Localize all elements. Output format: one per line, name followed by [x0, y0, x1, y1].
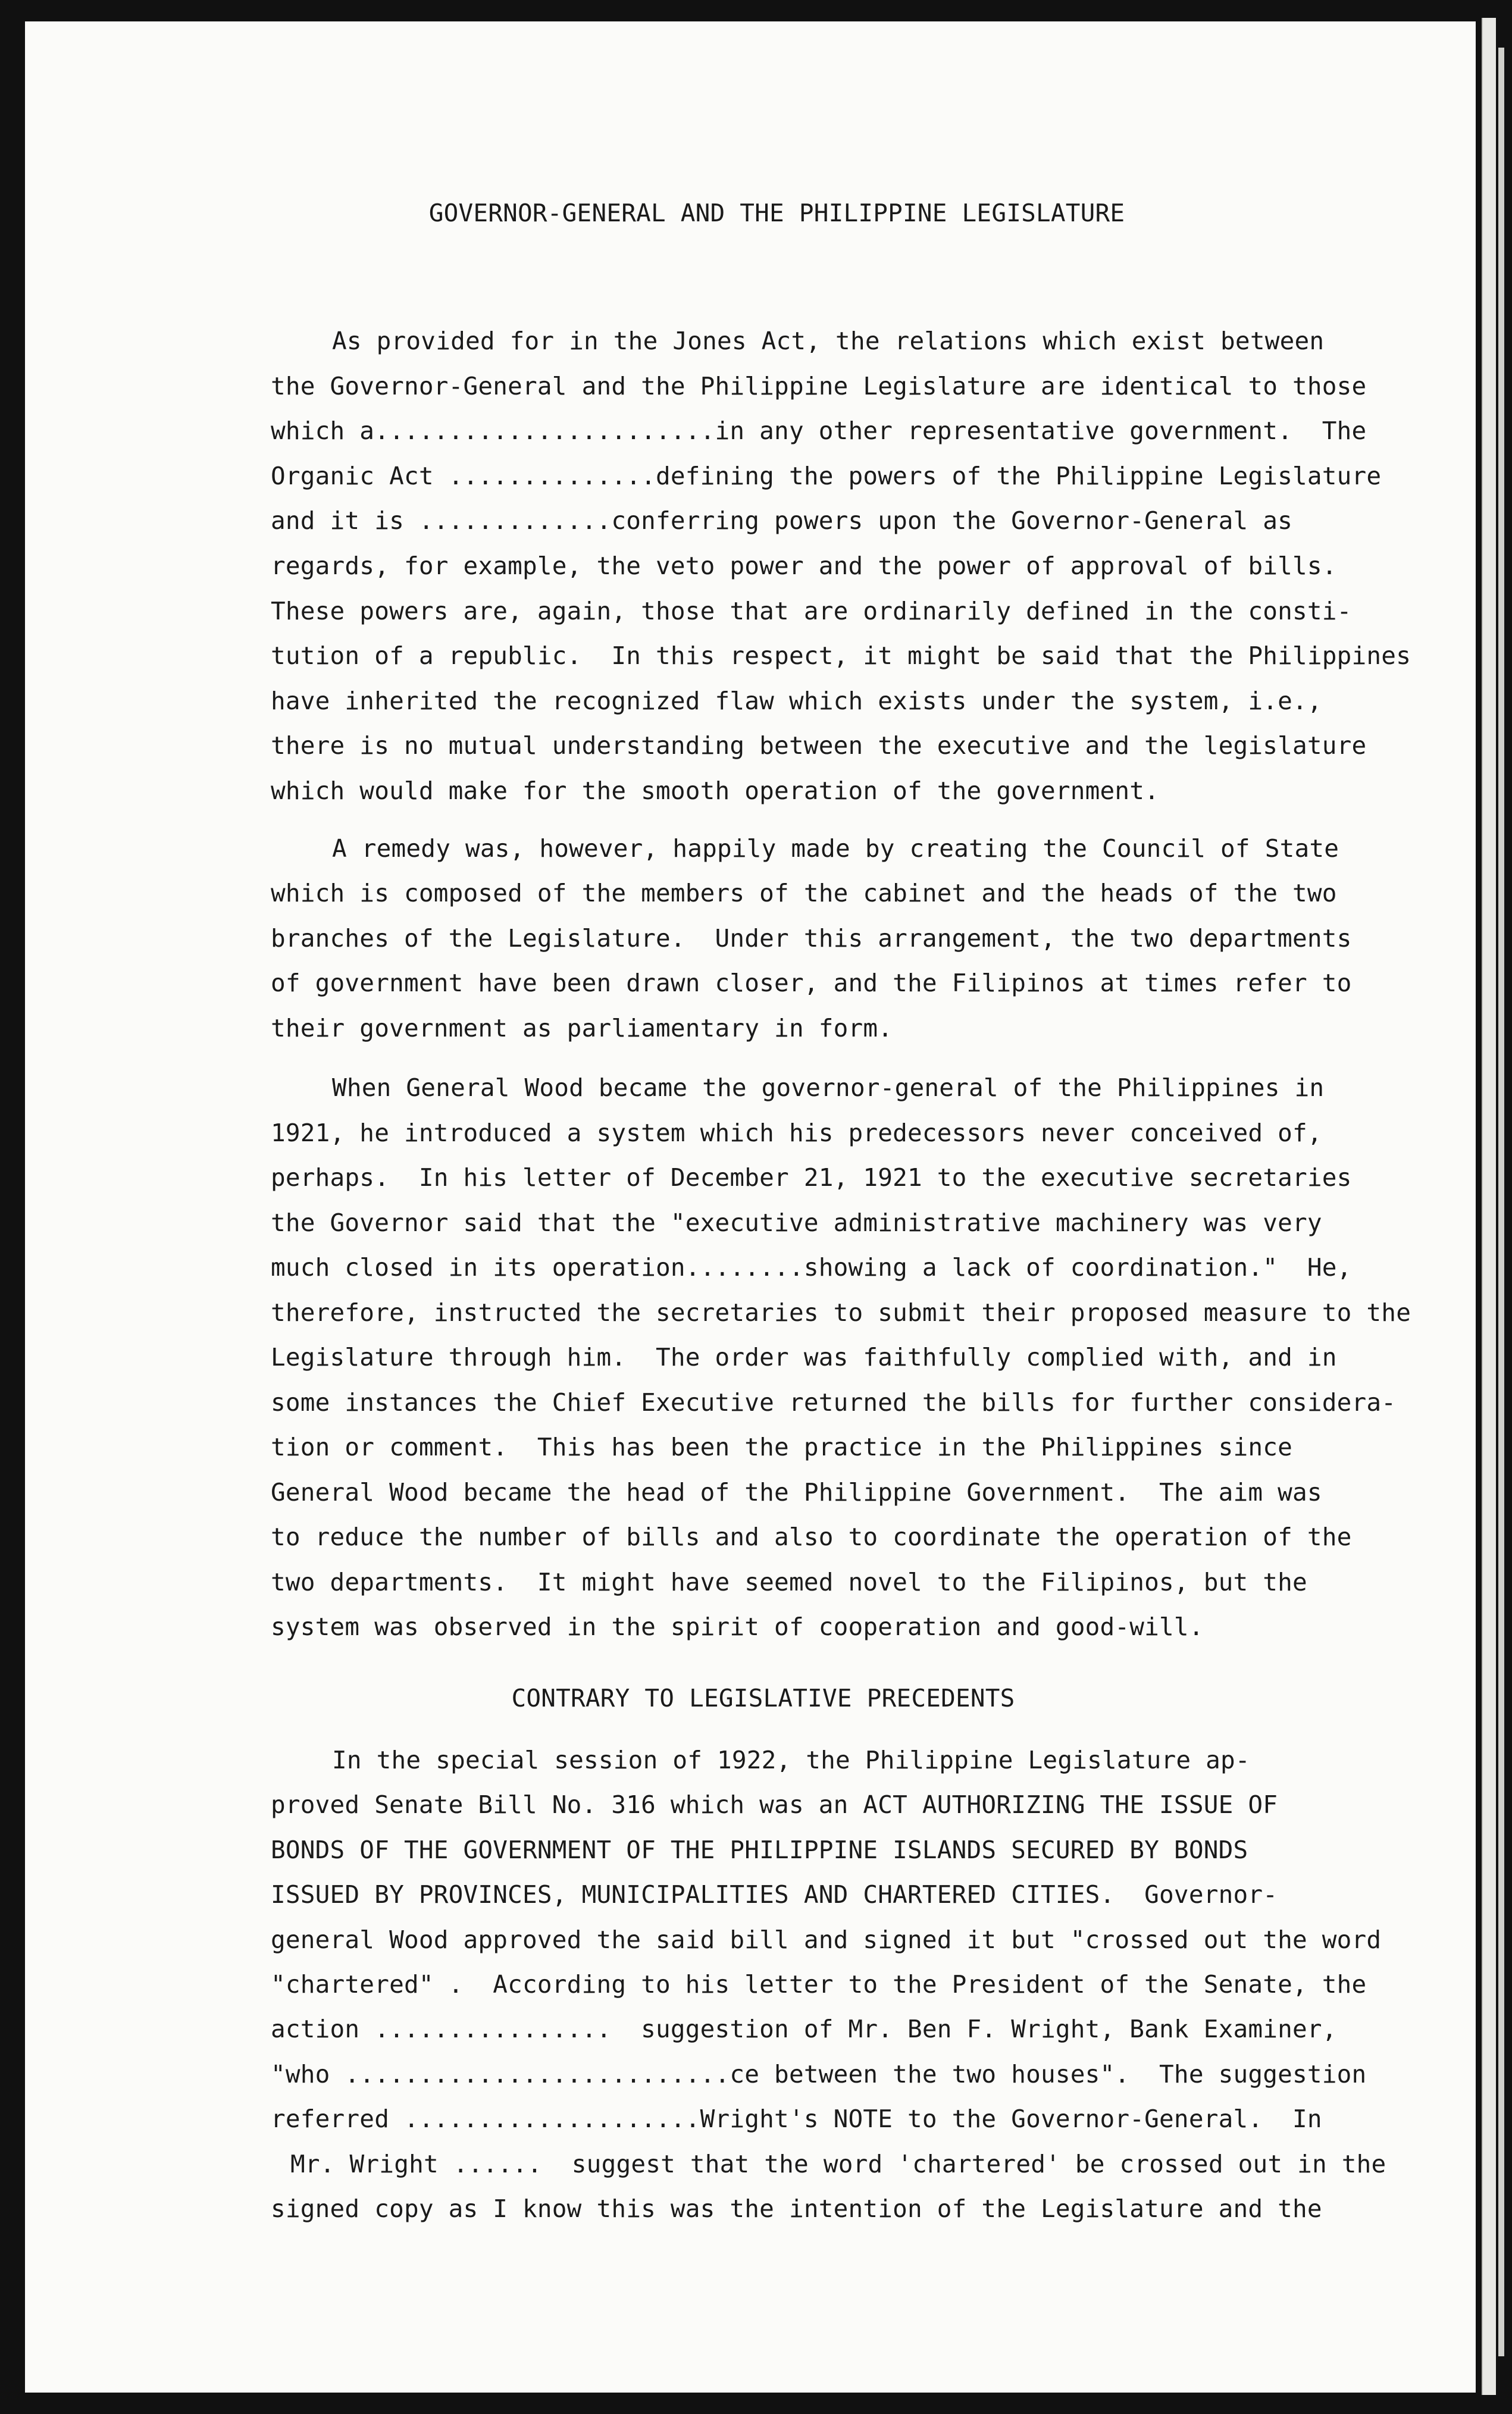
text-line: General Wood became the head of the Philippine Government. The aim was: [271, 1478, 1322, 1507]
text-line: A remedy was, however, happily made by creating the Council of State: [332, 834, 1339, 863]
text-line: have inherited the recognized flaw which exists under the system, i.e.,: [271, 687, 1322, 715]
text-line: signed copy as I know this was the intention of the Legislature and the: [271, 2194, 1322, 2223]
text-line: two departments. It might have seemed novel to the Filipinos, but the: [271, 1568, 1307, 1596]
text-line: As provided for in the Jones Act, the relations which exist between: [332, 327, 1325, 355]
text-line: there is no mutual understanding between the executive and the legislature: [271, 731, 1367, 760]
text-line: In the special session of 1922, the Philippine Legislature ap-: [332, 1746, 1250, 1774]
text-line: BONDS OF THE GOVERNMENT OF THE PHILIPPINE ISLANDS SECURED BY BONDS: [271, 1836, 1248, 1864]
text-line: of government have been drawn closer, and the Filipinos at times refer to: [271, 969, 1352, 997]
text-line: system was observed in the spirit of cooperation and good-will.: [271, 1613, 1204, 1641]
text-line: Mr. Wright ...... suggest that the word 'chartered' be crossed out in the: [290, 2150, 1386, 2178]
text-line: "who ..........................ce between the two houses". The suggestion: [271, 2060, 1367, 2089]
text-line: to reduce the number of bills and also to coordinate the operation of the: [271, 1523, 1352, 1551]
text-line: the Governor-General and the Philippine Legislature are identical to those: [271, 372, 1367, 400]
section-heading: CONTRARY TO LEGISLATIVE PRECEDENTS: [511, 1684, 1015, 1712]
text-line: tution of a republic. In this respect, it might be said that the Philippines: [271, 641, 1411, 670]
text-line: action ................ suggestion of Mr. Ben F. Wright, Bank Examiner,: [271, 2015, 1337, 2043]
text-line: 1921, he introduced a system which his predecessors never conceived of,: [271, 1119, 1322, 1147]
text-line: which is composed of the members of the cabinet and the heads of the two: [271, 879, 1337, 907]
text-line: perhaps. In his letter of December 21, 1921 to the executive secretaries: [271, 1163, 1352, 1192]
text-line: general Wood approved the said bill and signed it but "crossed out the word: [271, 1925, 1382, 1954]
text-line: regards, for example, the veto power and the power of approval of bills.: [271, 552, 1337, 580]
text-line: the Governor said that the "executive administrative machinery was very: [271, 1208, 1322, 1237]
text-line: When General Wood became the governor-general of the Philippines in: [332, 1073, 1325, 1102]
text-line: "chartered" . According to his letter to the President of the Senate, the: [271, 1970, 1367, 1999]
text-line: their government as parliamentary in form.: [271, 1014, 893, 1042]
text-line: These powers are, again, those that are ordinarily defined in the consti-: [271, 597, 1352, 625]
text-line: Legislature through him. The order was faithfully complied with, and in: [271, 1343, 1337, 1372]
text-line: Organic Act ..............defining the powers of the Philippine Legislature: [271, 462, 1382, 490]
text-line: much closed in its operation........showing a lack of coordination." He,: [271, 1253, 1352, 1282]
text-line: ISSUED BY PROVINCES, MUNICIPALITIES AND CHARTERED CITIES. Governor-: [271, 1880, 1278, 1909]
text-line: and it is .............conferring powers upon the Governor-General as: [271, 506, 1293, 535]
text-line: some instances the Chief Executive returned the bills for further considera-: [271, 1388, 1397, 1417]
page-title: GOVERNOR-GENERAL AND THE PHILIPPINE LEGISLATURE: [428, 199, 1125, 227]
text-line: tion or comment. This has been the practice in the Philippines since: [271, 1433, 1293, 1461]
text-line: therefore, instructed the secretaries to submit their proposed measure to the: [271, 1298, 1411, 1327]
text-line: which would make for the smooth operation of the government.: [271, 777, 1160, 805]
text-line: which a.......................in any other representative government. The: [271, 417, 1367, 445]
text-line: referred ....................Wright's NOTE to the Governor-General. In: [271, 2105, 1322, 2133]
text-line: branches of the Legislature. Under this arrangement, the two departments: [271, 924, 1352, 953]
text-line: proved Senate Bill No. 316 which was an ACT AUTHORIZING THE ISSUE OF: [271, 1790, 1278, 1819]
